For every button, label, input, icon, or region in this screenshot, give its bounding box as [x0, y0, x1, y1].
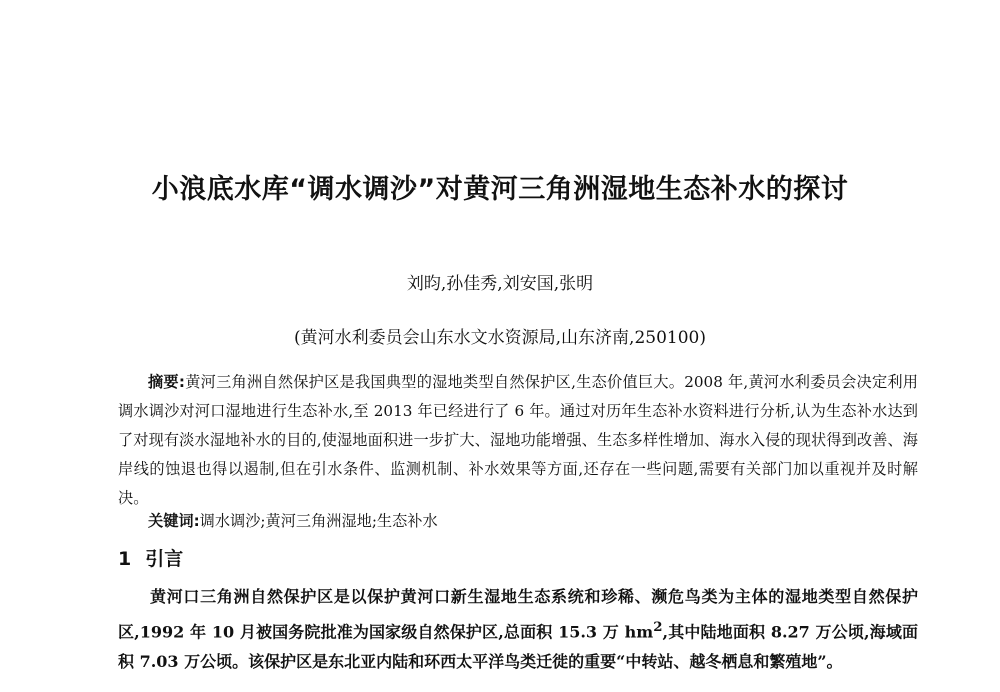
abstract-label: 摘要: — [148, 373, 185, 391]
author-list: 刘昀,孙佳秀,刘安国,张明 — [406, 274, 594, 294]
keywords-label: 关键词: — [148, 512, 200, 530]
intro-paragraph — [118, 582, 918, 677]
author-affiliation: (黄河水利委员会山东水文水资源局,山东济南,250100) — [294, 328, 706, 348]
section-heading — [118, 544, 183, 574]
keywords-line — [118, 508, 918, 534]
intro-text-part2: ,其中陆地面积 8.27 万公顷,海域面积 7.03 万公顷。该保护区是东北亚内陆和环西太平洋鸟类迁徙的重要“中转站、越冬栖息和繁殖地”。 — [118, 622, 918, 672]
abstract-text: 黄河三角洲自然保护区是我国典型的湿地类型自然保护区,生态价值巨大。2008 年,黄河水利委员会决定利用调水调沙对河口湿地进行生态补水,至 2013 年已经进行了 6 年。通过对历年生态补水资料进行分析,认为生态补水达到了对现有淡水湿地补水的目的,使湿地面积进一步扩大、湿地功能增强、生态多样性增加、海水入侵的现状得到改善、海岸线的蚀退也得以遏制,但在引水条件、监测机制、补水效果等方面,还存在一些问题,需要有关部门加以重视并及时解决。 — [118, 373, 918, 507]
keywords-text: 调水调沙;黄河三角洲湿地;生态补水 — [199, 512, 438, 530]
section-number: 1 — [118, 548, 132, 570]
intro-text-part1: 黄河口三角洲自然保护区是以保护黄河口新生湿地生态系统和珍稀、濒危鸟类为主体的湿地类型自然保护区,1992 年 10 月被国务院批准为国家级自然保护区,总面积 15.3 万 hm — [118, 587, 918, 642]
abstract-paragraph — [118, 368, 918, 513]
area-unit-superscript: 2 — [653, 619, 663, 635]
section-title: 引言 — [145, 548, 184, 570]
paper-title: 小浪底水库“调水调沙”对黄河三角洲湿地生态补水的探讨 — [151, 174, 849, 205]
